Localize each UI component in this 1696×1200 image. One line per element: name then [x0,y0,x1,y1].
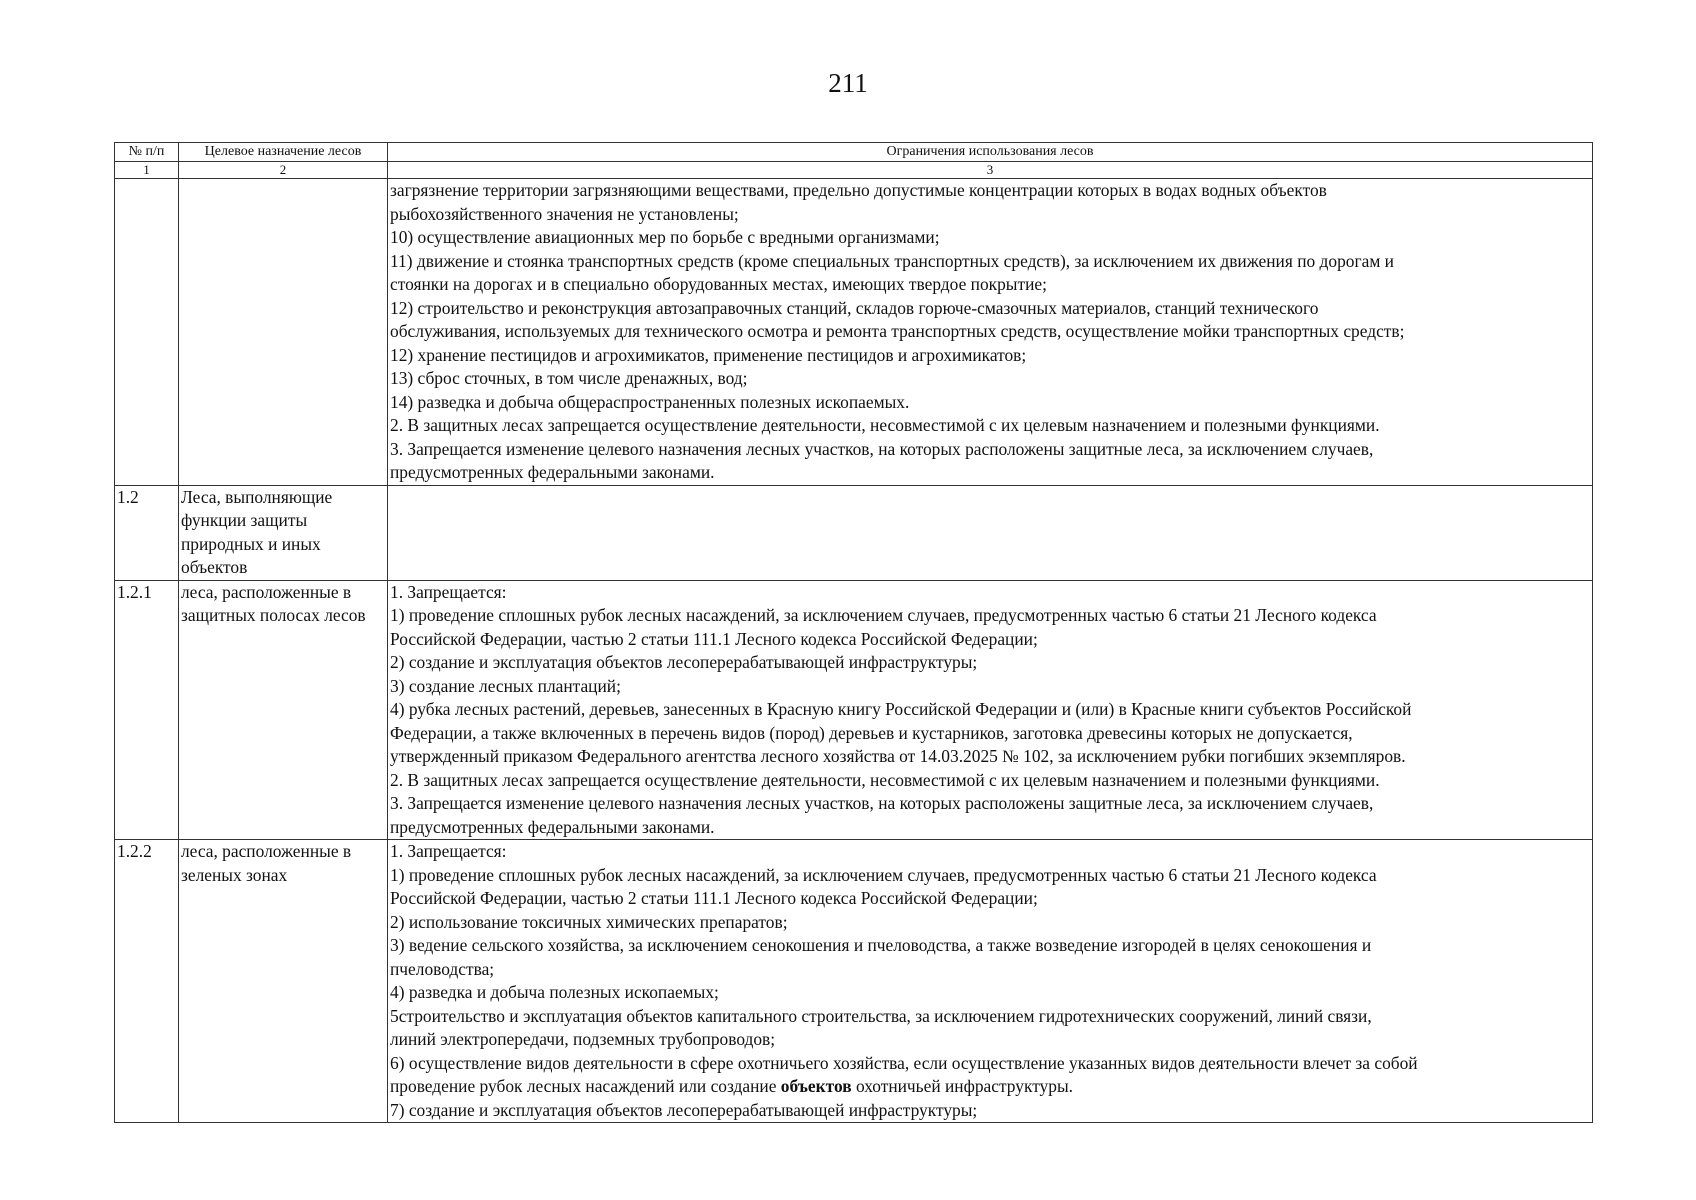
table-header-row [115,143,1593,162]
restriction-line: Российской Федерации, частью 2 статьи 111.1 Лесного кодекса Российской Федерации; [390,628,1038,649]
bold-word: объектов [780,1076,852,1096]
restriction-line: 4) рубка лесных растений, деревьев, занесенных в Красную книгу Российской Федерации и (или) в Красные книги субъектов Российской [390,699,1412,719]
restriction-text: проведение рубок лесных насаждений или создание [390,1076,777,1096]
row-purpose: леса, расположенные в зеленых зонах [179,840,388,1123]
restriction-line: 6) осуществление видов деятельности в сфере охотничьего хозяйства, если осуществление указанных видов деятельности влечет за собой [390,1052,1418,1073]
row-purpose [179,179,388,486]
restriction-line: обслуживания, используемых для технического осмотра и ремонта транспортных средств, осуществление мойки транспортных средств; [390,321,1405,341]
restriction-line: 11) движение и стоянка транспортных средств (кроме специальных транспортных средств), за исключением их движения по дорогам и [390,250,1394,271]
restriction-line: 1. Запрещается: [390,841,507,861]
restriction-line: 3) создание лесных плантаций; [390,675,621,696]
table-row [115,580,1593,840]
restriction-line: предусмотренных федеральными законами. [390,462,715,482]
restriction-line: 4) разведка и добыча полезных ископаемых; [390,982,719,1002]
restriction-line: Федерации, а также включенных в перечень видов (пород) деревьев и кустарников, заготовка древесины которых не допускается, [390,722,1353,743]
restriction-line: 3. Запрещается изменение целевого назначения лесных участков, на которых расположены защитные леса, за исключением случаев, [390,793,1374,813]
column-index-row [115,162,1593,179]
restriction-line: стоянки на дорогах и в специально оборудованных местах, имеющих твердое покрытие; [390,274,1047,294]
restriction-line: 1) проведение сплошных рубок лесных насаждений, за исключением случаев, предусмотренных частью 6 статьи 21 Лесного кодекса [390,605,1377,625]
row-purpose: леса, расположенные в защитных полосах лесов [179,580,388,840]
row-restrictions [388,179,1593,486]
restriction-line: 2) создание и эксплуатация объектов лесоперерабатывающей инфраструктуры; [390,652,978,672]
row-number [115,179,179,486]
restriction-line: 1) проведение сплошных рубок лесных насаждений, за исключением случаев, предусмотренных частью 6 статьи 21 Лесного кодекса [390,864,1377,885]
restriction-line: 14) разведка и добыча общераспространенных полезных ископаемых. [390,391,910,412]
restriction-text: охотничьей инфраструктуры. [851,1076,1073,1096]
restriction-line: утвержденный приказом Федерального агентства лесного хозяйства от 14.03.2025 № 102, за исключением рубки погибших экземпляров. [390,746,1406,766]
restriction-line: предусмотренных федеральными законами. [390,816,715,837]
row-restrictions [388,840,1593,1123]
header-purpose: Целевое назначение лесов [179,143,388,162]
restriction-line: рыбохозяйственного значения не установлены; [390,203,739,224]
restriction-line: 13) сброс сточных, в том числе дренажных, вод; [390,368,748,388]
restriction-line: 3. Запрещается изменение целевого назначения лесных участков, на которых расположены защитные леса, за исключением случаев, [390,438,1374,459]
restriction-line: 10) осуществление авиационных мер по борьбе с вредными организмами; [390,227,940,247]
restriction-line: 7) создание и эксплуатация объектов лесоперерабатывающей инфраструктуры; [390,1099,978,1120]
forest-restrictions-table [114,142,1593,1123]
row-number: 1.2 [115,485,179,580]
restriction-line: 12) хранение пестицидов и агрохимикатов, применение пестицидов и агрохимикатов; [390,344,1027,365]
restriction-line: пчеловодства; [390,958,495,979]
column-index-3: 3 [388,162,1593,179]
page-number: 211 [828,68,868,98]
column-index-2: 2 [179,162,388,179]
row-restrictions [388,485,1593,580]
header-restrictions: Ограничения использования лесов [388,143,1593,162]
row-number: 1.2.1 [115,580,179,840]
restriction-line: 2. В защитных лесах запрещается осуществление деятельности, несовместимой с их целевым назначением и полезными функциями. [390,415,1380,435]
restriction-line: 1. Запрещается: [390,581,507,602]
restriction-line: загрязнение территории загрязняющими веществами, предельно допустимые концентрации которых в водах водных объектов [390,180,1327,200]
restriction-line: 2. В защитных лесах запрещается осуществление деятельности, несовместимой с их целевым назначением и полезными функциями. [390,769,1380,790]
table-row [115,179,1593,486]
restriction-line: 12) строительство и реконструкция автозаправочных станций, складов горюче-смазочных материалов, станций технического [390,297,1319,318]
row-number: 1.2.2 [115,840,179,1123]
restriction-line: 2) использование токсичных химических препаратов; [390,911,788,932]
restriction-line: 5строительство и эксплуатация объектов капитального строительства, за исключением гидротехнических сооружений, линий связи, [390,1005,1372,1026]
restriction-line [390,1075,1590,1099]
table-row [115,485,1593,580]
column-index-1: 1 [115,162,179,179]
header-number: № п/п [115,143,179,162]
table-row [115,840,1593,1123]
restriction-line: Российской Федерации, частью 2 статьи 111.1 Лесного кодекса Российской Федерации; [390,888,1038,908]
restriction-line: линий электропередачи, подземных трубопроводов; [390,1029,776,1049]
restriction-line: 3) ведение сельского хозяйства, за исключением сенокошения и пчеловодства, а также возведение изгородей в целях сенокошения и [390,935,1372,955]
row-purpose: Леса, выполняющие функции защиты природных и иных объектов [179,485,388,580]
row-restrictions [388,580,1593,840]
